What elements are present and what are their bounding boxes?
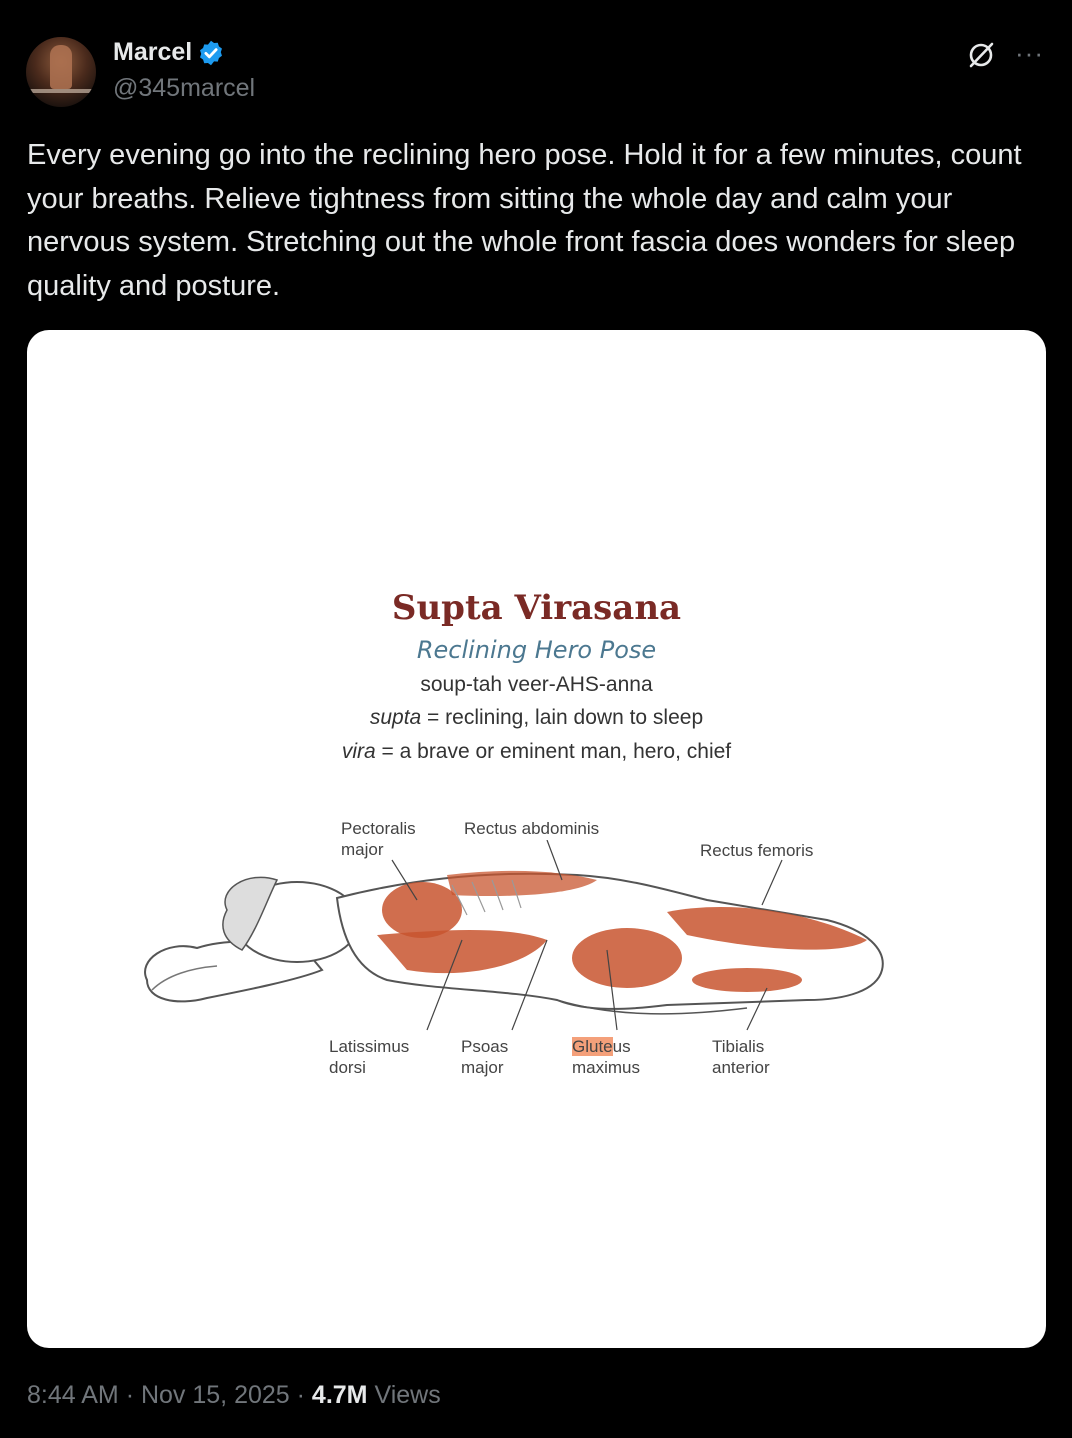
def-term-supta: supta [369, 706, 422, 729]
author-handle[interactable]: @345marcel [113, 74, 256, 102]
def-text-supta: = reclining, lain down to sleep [421, 706, 704, 729]
grok-icon[interactable] [966, 40, 996, 70]
avatar-bar [26, 89, 96, 93]
label-pectoralis-line2: major [341, 840, 384, 859]
label-pectoralis-major [341, 818, 416, 860]
anatomy-illustration [107, 840, 907, 1050]
label-tibialis-line2: anterior [712, 1058, 770, 1077]
label-latissimus-line1: Latissimus [329, 1037, 410, 1056]
image-subtitle: Reclining Hero Pose [416, 636, 657, 664]
image-pronunciation: soup-tah veer-AHS-anna [420, 673, 653, 696]
post-text: Every evening go into the reclining hero pose. Hold it for a few minutes, count your breaths. Relieve tightness from sitting the whole day and calm your nervous system. Stretching out the whole front fascia does wonders for sleep quality and posture. [27, 139, 1022, 302]
meta-separator: · [296, 1381, 305, 1409]
meta-separator: · [125, 1381, 135, 1409]
label-pectoralis-line1: Pectoralis [341, 819, 416, 838]
post-date[interactable]: Nov 15, 2025 [140, 1381, 290, 1409]
views-label: Views [374, 1381, 441, 1409]
views-count: 4.7M [311, 1381, 368, 1409]
label-gluteus-highlight: Glute [572, 1037, 613, 1056]
verified-badge-icon [197, 39, 225, 67]
image-definition-vira [27, 740, 1046, 764]
post-meta [27, 1381, 441, 1410]
label-tibialis-anterior [712, 1036, 770, 1078]
label-tibialis-line1: Tibialis [712, 1037, 765, 1056]
label-psoas-line2: major [461, 1058, 504, 1077]
more-icon[interactable]: ··· [1015, 38, 1044, 68]
avatar[interactable] [26, 37, 96, 107]
label-psoas-line1: Psoas [461, 1037, 509, 1056]
label-rectus-femoris: Rectus femoris [700, 841, 814, 860]
label-latissimus-line2: dorsi [329, 1058, 366, 1077]
label-gluteus-rest: us [612, 1037, 631, 1056]
label-gluteus-maximus [572, 1036, 640, 1078]
label-latissimus-dorsi [329, 1036, 409, 1078]
post-time[interactable]: 8:44 AM [27, 1381, 119, 1409]
image-title: Supta Virasana [391, 588, 682, 628]
avatar-figure [50, 45, 72, 89]
label-gluteus-line2: maximus [572, 1058, 641, 1077]
label-rectus-abdominis: Rectus abdominis [464, 819, 600, 838]
label-psoas-major [461, 1036, 508, 1078]
def-text-vira: = a brave or eminent man, hero, chief [375, 740, 732, 763]
post-image[interactable] [27, 330, 1046, 1348]
author-name[interactable]: Marcel [113, 38, 193, 66]
def-term-vira: vira [341, 740, 376, 763]
image-definition-supta [27, 706, 1046, 730]
author-row [113, 38, 225, 67]
